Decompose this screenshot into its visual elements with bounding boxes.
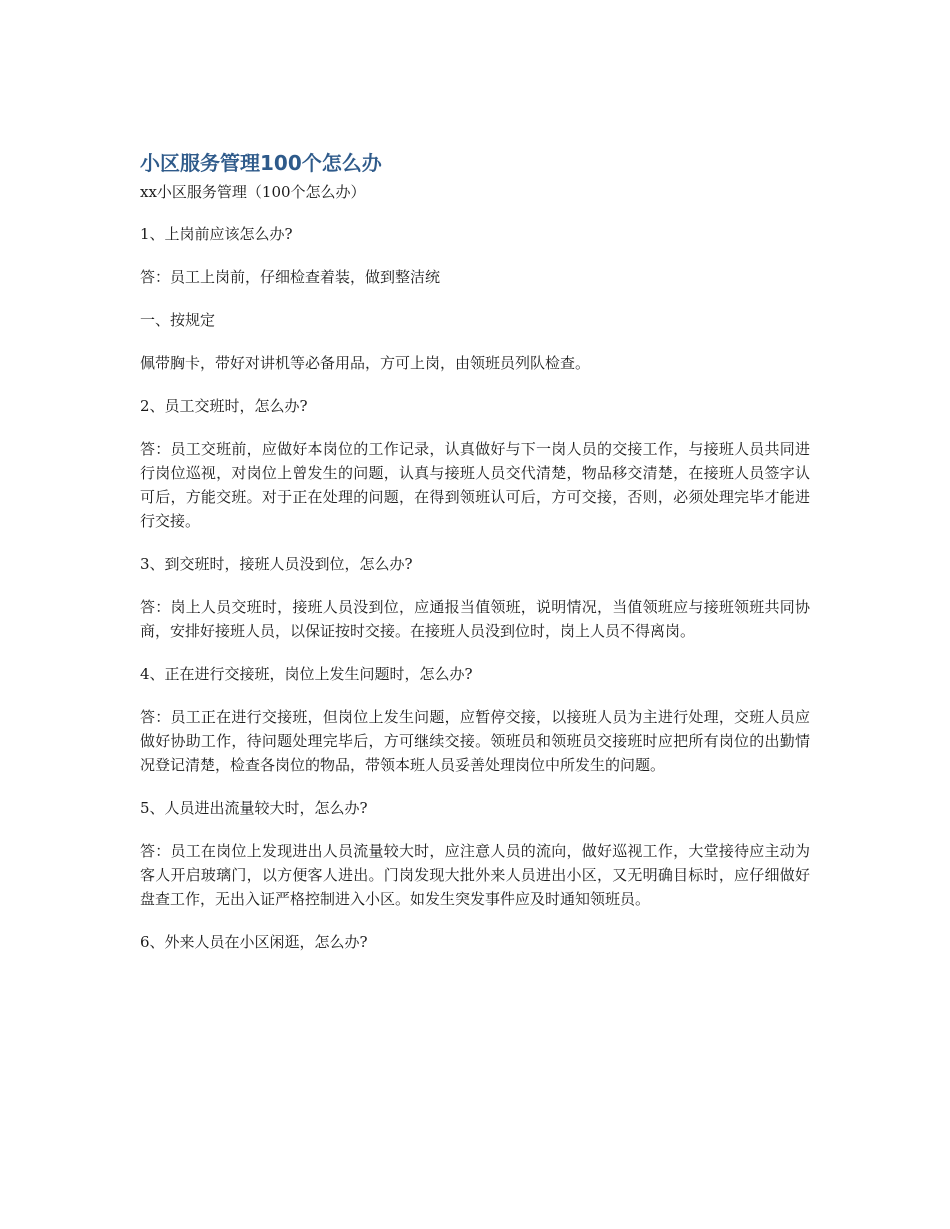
answer-1: 答：员工上岗前，仔细检查着装，做到整洁统 [140, 268, 441, 286]
question-1: 1、上岗前应该怎么办? [140, 225, 293, 243]
document-page [140, 146, 810, 973]
document-title: 小区服务管理100个怎么办 [140, 151, 382, 175]
answer-4: 答：员工正在进行交接班，但岗位上发生问题，应暂停交接，以接班人员为主进行处理，交班人员应做好协助工作，待问题处理完毕后，方可继续交接。领班员和领班员交接班时应把所有岗位的出勤情况登记清楚，检查各岗位的物品，带领本班人员妥善处理岗位中所发生的问题。 [140, 708, 810, 774]
question-6: 6、外来人员在小区闲逛，怎么办? [140, 933, 368, 951]
question-2: 2、员工交班时，怎么办? [140, 397, 308, 415]
body-paragraph: 佩带胸卡，带好对讲机等必备用品，方可上岗，由领班员列队检查。 [140, 354, 591, 372]
question-5: 5、人员进出流量较大时，怎么办? [140, 799, 368, 817]
answer-5: 答：员工在岗位上发现进出人员流量较大时，应注意人员的流向，做好巡视工作，大堂接待应主动为客人开启玻璃门，以方便客人进出。门岗发现大批外来人员进出小区，又无明确目标时，应仔细做好盘查工作，无出入证严格控制进入小区。如发生突发事件应及时通知领班员。 [140, 842, 810, 908]
answer-2: 答：员工交班前，应做好本岗位的工作记录，认真做好与下一岗人员的交接工作，与接班人员共同进行岗位巡视，对岗位上曾发生的问题，认真与接班人员交代清楚，物品移交清楚，在接班人员签字认可后，方能交班。对于正在处理的问题，在得到领班认可后，方可交接，否则，必须处理完毕才能进行交接。 [140, 440, 810, 530]
question-4: 4、正在进行交接班，岗位上发生问题时，怎么办? [140, 665, 473, 683]
document-subtitle: xx小区服务管理（100个怎么办） [140, 183, 366, 201]
question-3: 3、到交班时，接班人员没到位，怎么办? [140, 555, 413, 573]
answer-3: 答：岗上人员交班时，接班人员没到位，应通报当值领班，说明情况，当值领班应与接班领班共同协商，安排好接班人员，以保证按时交接。在接班人员没到位时，岗上人员不得离岗。 [140, 598, 810, 640]
section-heading: 一、按规定 [140, 311, 216, 329]
